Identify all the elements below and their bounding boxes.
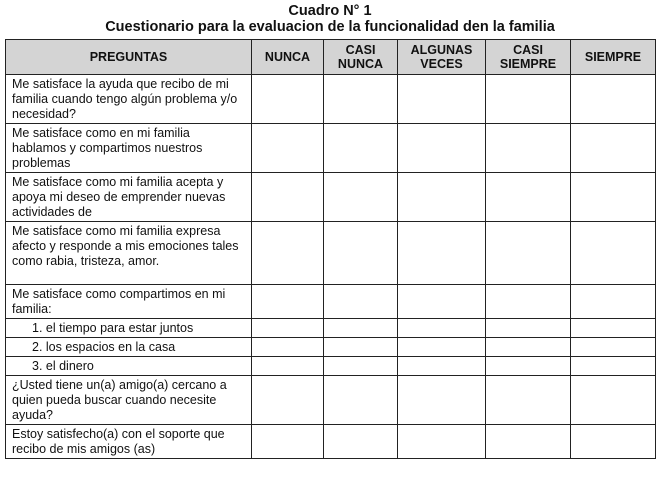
question-text: Me satisface como mi familia expresa afecto y responde a mis emociones tales como rabia, tristeza, amor. [6,222,252,285]
answer-cell-casi-nunca[interactable] [324,173,398,222]
answer-cell-siempre[interactable] [571,222,656,285]
question-text: Me satisface la ayuda que recibo de mi familia cuando tengo algún problema y/o necesidad? [6,75,252,124]
answer-cell-algunas-veces[interactable] [398,173,486,222]
answer-cell-siempre[interactable] [571,376,656,425]
answer-cell-algunas-veces[interactable] [398,425,486,459]
header-preguntas: PREGUNTAS [6,40,252,75]
answer-cell-nunca[interactable] [252,124,324,173]
answer-cell-casi-siempre[interactable] [486,124,571,173]
header-casi-siempre: CASI SIEMPRE [486,40,571,75]
table-row [6,222,656,285]
answer-cell-siempre[interactable] [571,75,656,124]
answer-cell-siempre[interactable] [571,357,656,376]
header-algunas-veces: ALGUNAS VECES [398,40,486,75]
document-title: Cuadro N° 1 [288,3,372,19]
answer-cell-casi-siempre[interactable] [486,338,571,357]
question-subitem-text: 1. el tiempo para estar juntos [6,319,252,338]
table-row [6,285,656,319]
answer-cell-casi-siempre[interactable] [486,75,571,124]
answer-cell-nunca[interactable] [252,173,324,222]
answer-cell-casi-nunca[interactable] [324,425,398,459]
answer-cell-nunca[interactable] [252,75,324,124]
table-row [6,124,656,173]
answer-cell-algunas-veces[interactable] [398,285,486,319]
answer-cell-nunca[interactable] [252,319,324,338]
table-row [6,376,656,425]
answer-cell-siempre[interactable] [571,338,656,357]
answer-cell-algunas-veces[interactable] [398,222,486,285]
answer-cell-casi-siempre[interactable] [486,357,571,376]
answer-cell-casi-nunca[interactable] [324,319,398,338]
answer-cell-algunas-veces[interactable] [398,338,486,357]
answer-cell-casi-nunca[interactable] [324,124,398,173]
question-text: Estoy satisfecho(a) con el soporte que recibo de mis amigos (as) [6,425,252,459]
answer-cell-casi-siempre[interactable] [486,173,571,222]
answer-cell-algunas-veces[interactable] [398,357,486,376]
answer-cell-nunca[interactable] [252,338,324,357]
header-casi-nunca: CASI NUNCA [324,40,398,75]
answer-cell-casi-nunca[interactable] [324,75,398,124]
table-row [6,319,656,338]
table-row [6,425,656,459]
answer-cell-siempre[interactable] [571,285,656,319]
answer-cell-casi-siempre[interactable] [486,319,571,338]
table-header-row [6,40,656,75]
answer-cell-siempre[interactable] [571,173,656,222]
header-siempre: SIEMPRE [571,40,656,75]
question-subitem-text: 3. el dinero [6,357,252,376]
answer-cell-casi-siempre[interactable] [486,425,571,459]
answer-cell-casi-nunca[interactable] [324,338,398,357]
answer-cell-siempre[interactable] [571,425,656,459]
table-row [6,357,656,376]
document-subtitle: Cuestionario para la evaluacion de la funcionalidad den la familia [105,19,555,35]
question-text: Me satisface como compartimos en mi familia: [6,285,252,319]
answer-cell-algunas-veces[interactable] [398,319,486,338]
question-text: Me satisface como mi familia acepta y apoya mi deseo de emprender nuevas actividades de [6,173,252,222]
table-row [6,75,656,124]
answer-cell-nunca[interactable] [252,222,324,285]
table-row [6,173,656,222]
answer-cell-casi-nunca[interactable] [324,357,398,376]
table-row [6,338,656,357]
answer-cell-casi-siempre[interactable] [486,285,571,319]
answer-cell-algunas-veces[interactable] [398,75,486,124]
question-text: ¿Usted tiene un(a) amigo(a) cercano a quien pueda buscar cuando necesite ayuda? [6,376,252,425]
answer-cell-nunca[interactable] [252,285,324,319]
answer-cell-casi-nunca[interactable] [324,222,398,285]
answer-cell-nunca[interactable] [252,425,324,459]
answer-cell-casi-siempre[interactable] [486,222,571,285]
answer-cell-casi-nunca[interactable] [324,376,398,425]
answer-cell-nunca[interactable] [252,357,324,376]
answer-cell-casi-siempre[interactable] [486,376,571,425]
answer-cell-algunas-veces[interactable] [398,376,486,425]
answer-cell-casi-nunca[interactable] [324,285,398,319]
answer-cell-siempre[interactable] [571,319,656,338]
question-subitem-text: 2. los espacios en la casa [6,338,252,357]
answer-cell-algunas-veces[interactable] [398,124,486,173]
header-nunca: NUNCA [252,40,324,75]
answer-cell-siempre[interactable] [571,124,656,173]
question-text: Me satisface como en mi familia hablamos y compartimos nuestros problemas [6,124,252,173]
answer-cell-nunca[interactable] [252,376,324,425]
questionnaire-table [5,39,656,459]
